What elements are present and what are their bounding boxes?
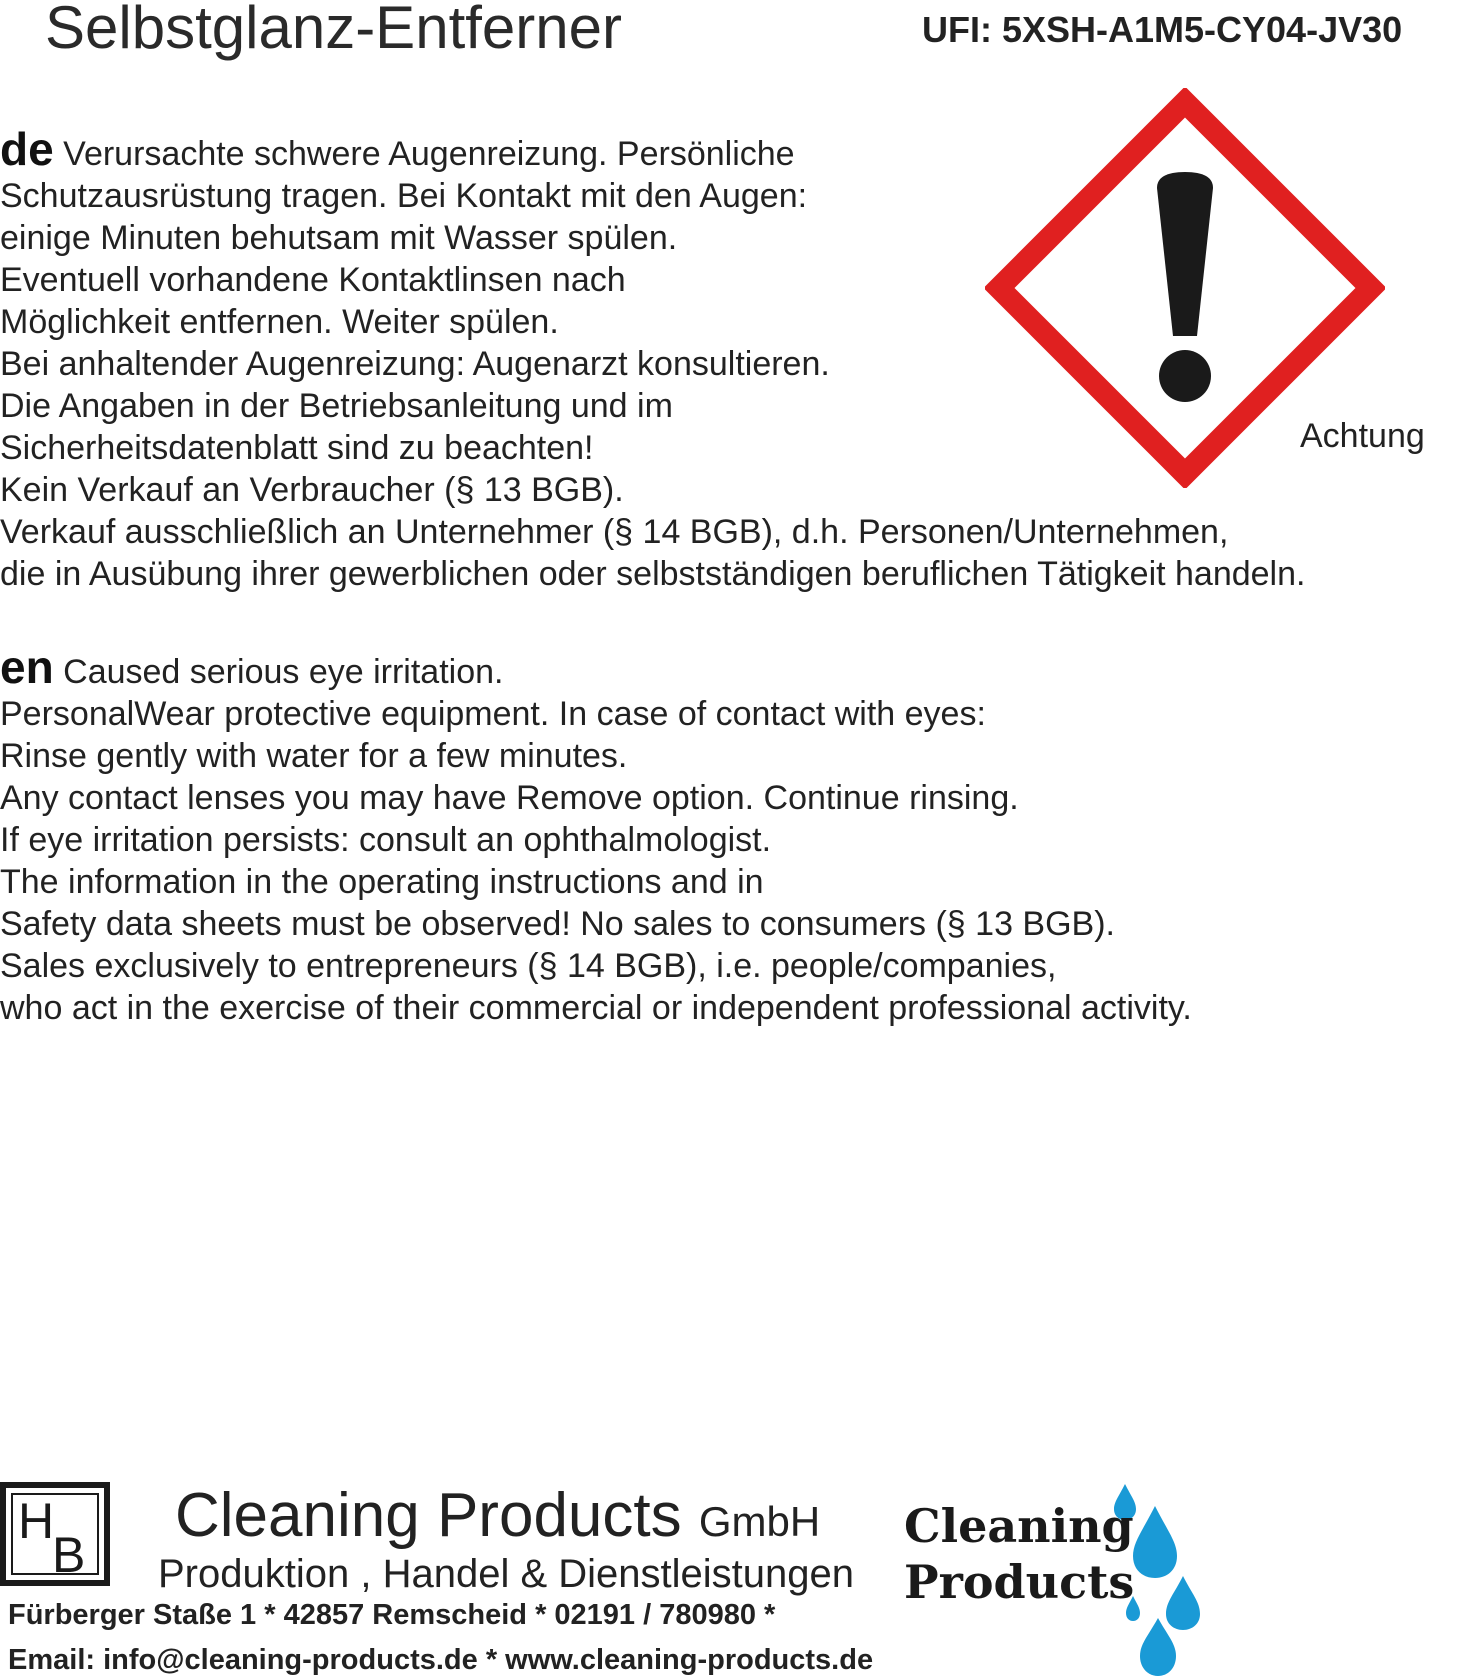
text-line: Möglichkeit entfernen. Weiter spülen.	[0, 303, 559, 341]
language-code: en	[0, 641, 54, 693]
text-line: If eye irritation persists: consult an ophthalmologist.	[0, 821, 772, 859]
logo-letter-b: B	[52, 1527, 86, 1583]
ufi-code: UFI: 5XSH-A1M5-CY04-JV30	[922, 9, 1403, 50]
text-line: einige Minuten behutsam mit Wasser spülen.	[0, 219, 678, 257]
text-line: Safety data sheets must be observed! No sales to consumers (§ 13 BGB).	[0, 905, 1115, 943]
hb-company-logo	[0, 1482, 110, 1586]
text-line: Bei anhaltender Augenreizung: Augenarzt konsultieren.	[0, 345, 830, 383]
brand-logo-line: Cleaning	[904, 1499, 1134, 1553]
text-line: PersonalWear protective equipment. In case of contact with eyes:	[0, 695, 986, 733]
company-name-main: Cleaning Products	[175, 1481, 682, 1550]
signal-word: Achtung	[1300, 417, 1425, 455]
text-line: die in Ausübung ihrer gewerblichen oder selbstständigen beruflichen Tätigkeit handeln.	[0, 555, 1306, 593]
company-name	[175, 1480, 820, 1558]
text-line: Sicherheitsdatenblatt sind zu beachten!	[0, 429, 594, 467]
company-tagline: Produktion , Handel & Dienstleistungen	[158, 1552, 854, 1596]
text-line: Kein Verkauf an Verbraucher (§ 13 BGB).	[0, 471, 624, 509]
water-drops-icon	[900, 1478, 1200, 1677]
text-line: Eventuell vorhandene Kontaktlinsen nach	[0, 261, 626, 299]
company-address: Fürberger Staße 1 * 42857 Remscheid * 02191 / 780980 *	[8, 1599, 776, 1631]
text-line: The information in the operating instructions and in	[0, 863, 764, 901]
company-contact: Email: info@cleaning-products.de * www.cleaning-products.de	[8, 1644, 874, 1676]
text-line	[0, 641, 1192, 693]
text-segment: Verursachte schwere Augenreizung. Persönliche	[63, 135, 795, 173]
text-segment: Caused serious eye irritation.	[63, 653, 504, 691]
text-line: Any contact lenses you may have Remove option. Continue rinsing.	[0, 779, 1019, 817]
hazard-text-en	[0, 641, 1192, 1029]
company-legal-form: GmbH	[698, 1498, 821, 1545]
text-line: Sales exclusively to entrepreneurs (§ 14 BGB), i.e. people/companies,	[0, 947, 1057, 985]
brand-logo-line: Products	[904, 1555, 1135, 1609]
text-line: Rinse gently with water for a few minutes.	[0, 737, 628, 775]
text-line: Die Angaben in der Betriebsanleitung und im	[0, 387, 673, 425]
language-code: de	[0, 123, 54, 175]
text-line: Verkauf ausschließlich an Unternehmer (§ 14 BGB), d.h. Personen/Unternehmen,	[0, 513, 1229, 551]
logo-letter-h: H	[18, 1493, 55, 1549]
product-title: Selbstglanz-Entferner	[45, 0, 622, 61]
text-line: who act in the exercise of their commercial or independent professional activity.	[0, 989, 1192, 1027]
text-line: Schutzausrüstung tragen. Bei Kontakt mit den Augen:	[0, 177, 808, 215]
